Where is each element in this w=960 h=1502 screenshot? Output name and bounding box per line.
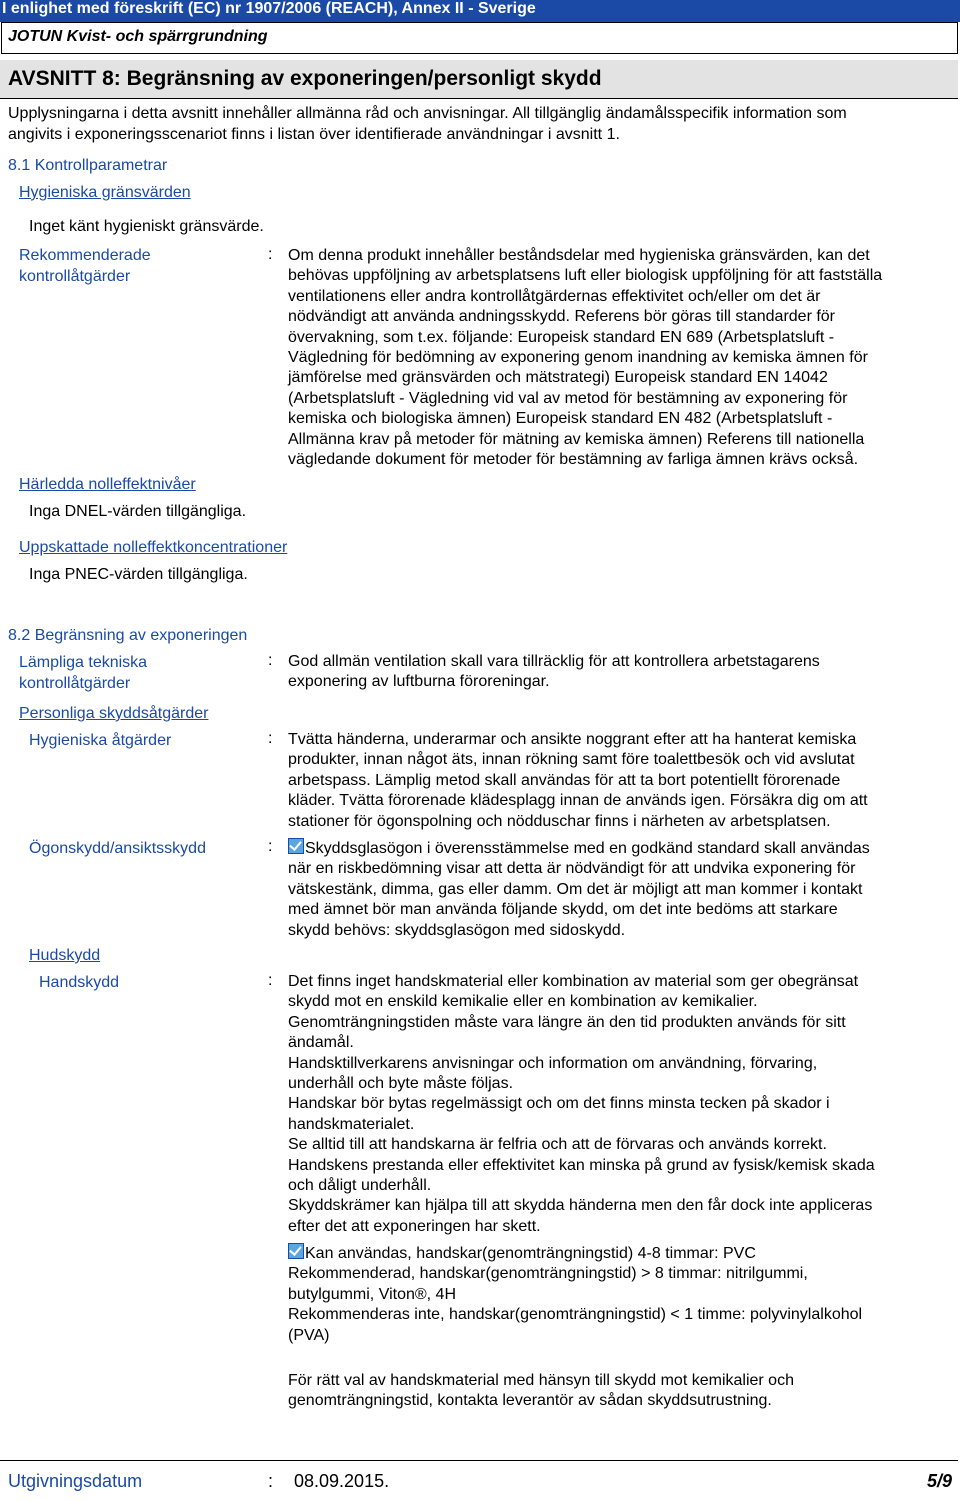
text-line: efter det att exponeringen har skett. [288, 1217, 541, 1235]
text-line: Vägledning för bedömning av exponering genom inandning av kemiska ämnen för [288, 349, 868, 367]
text-line: Rekommenderad, handskar(genomträngningstid) > 8 timmar: nitrilgummi, [288, 1265, 808, 1283]
text-line: arbetspass. Lämplig metod skall användas för att ta bort potentiellt förorenade [288, 771, 841, 789]
regulation-bar [0, 0, 960, 22]
intro-line: Upplysningarna i detta avsnitt innehåller allmänna råd och anvisningar. All tillgänglig ändamålsspecifik information som [8, 105, 847, 122]
text-line: Rekommenderas inte, handskar(genomträngningstid) < 1 timme: polyvinylalkohol [288, 1306, 863, 1324]
text-line: kläder. Tvätta förorenade klädesplagg innan de används igen. Försäkra dig om att [288, 792, 868, 810]
label-line: Lämpliga tekniska [19, 654, 148, 671]
text-line: Handskar bör bytas regelmässigt och om det finns minsta tecken på skador i [288, 1095, 830, 1113]
footer-colon: : [268, 1471, 274, 1491]
issue-date: 08.09.2015. [294, 1471, 390, 1491]
text-line: För rätt val av handskmaterial med hänsyn till skydd mot kemikalier och [288, 1372, 794, 1389]
subsection-8-2-heading: 8.2 Begränsning av exponeringen [8, 627, 248, 644]
eye-protection-label: Ögonskydd/ansiktsskydd [29, 840, 206, 857]
recommended-controls-label [19, 245, 151, 287]
hygiene-measures-text [288, 730, 953, 832]
text-line: Det finns inget handskmaterial eller kombination av material som ger obegränsat [288, 973, 859, 990]
text-line: med ämnet bör man använda följande skydd, om det inte bedöms att starkare [288, 901, 838, 919]
hand-protection-label: Handskydd [39, 974, 120, 991]
dnel-label: Härledda nolleffektnivåer [19, 476, 196, 493]
subsection-8-1-heading: 8.1 Kontrollparametrar [8, 157, 168, 174]
text-line: ändamål. [288, 1034, 354, 1052]
text-line: Tvätta händerna, underarmar och ansikte noggrant efter att ha hanterat kemiska [288, 731, 857, 748]
intro-line: angivits i exponeringsscenariot finns i listan över identifierade användningar i avsnitt 1. [8, 125, 620, 143]
text-line: Handskens prestanda eller effektivitet kan minska på grund av fysisk/kemisk skada [288, 1156, 875, 1174]
section-title: AVSNITT 8: Begränsning av exponeringen/personligt skydd [8, 67, 602, 90]
text-line: kemiska och biologiska ämnen) Europeisk standard EN 482 (Arbetsplatsluft - [288, 410, 833, 428]
text-span: Skyddsglasögon i överensstämmelse med en godkänd standard skall användas [305, 840, 870, 857]
text-line: stationer för ögonspolning och nödduschar finns i närheten av arbetsplatsen. [288, 812, 831, 830]
colon: : [268, 972, 273, 989]
text-line: övervakning, som t.ex. följande: Europeisk standard EN 689 (Arbetsplatsluft - [288, 328, 835, 346]
text-line: när en riskbedömning visar att detta är nödvändigt för att undvika exponering för [288, 860, 856, 878]
text-line: Genomträngningstiden måste vara längre än den tid produkten används för sitt [288, 1013, 846, 1031]
text-line: vätskestänk, dimma, gas eller damm. Om det är möjligt att man kommer i kontakt [288, 880, 863, 898]
text-line: jämförelse med gränsvärden och mätstrategi) Europeisk standard EN 14042 [288, 369, 828, 387]
page-number: 5/9 [926, 1471, 952, 1491]
hand-protection-text [288, 972, 953, 1237]
section-title-bar [0, 60, 958, 99]
hygiene-limits-text: Inget känt hygieniskt gränsvärde. [29, 218, 264, 235]
text-line: produkter, innan något äts, innan rökning samt före toalettbesök och vid avslutat [288, 751, 855, 769]
label-line: kontrollåtgärder [19, 268, 131, 285]
text-line: Se alltid till att handskarna är felfria och att de förvaras och används korrekt. [288, 1136, 827, 1154]
text-line: (Arbetsplatsluft - Vägledning vid val av metod för bestämning av exponering för [288, 389, 848, 407]
eye-protection-text [288, 838, 953, 941]
colon: : [268, 730, 273, 747]
pnec-label: Uppskattade nolleffektkoncentrationer [19, 539, 288, 556]
text-line: underhåll och byte måste följas. [288, 1075, 514, 1093]
text-line: ventilationens eller andra kontrollåtgärdernas effektivitet och/eller om det är [288, 287, 821, 305]
text-span: Kan användas, handskar(genomträngningstid) 4-8 timmar: PVC [305, 1245, 756, 1262]
text-line: nödvändigt att använda andningsskydd. Referens bör göras till standarder för [288, 308, 836, 326]
skin-protection-label: Hudskydd [29, 947, 101, 964]
technical-controls-text [288, 652, 953, 693]
hygiene-measures-label: Hygieniska åtgärder [29, 732, 172, 749]
issue-date-label: Utgivningsdatum [8, 1471, 143, 1491]
glove-materials-text [288, 1243, 953, 1346]
footer-divider [0, 1460, 958, 1461]
text-line: skydd mot en enskild kemikalie eller en kombination av kemikalier. [288, 993, 758, 1011]
regulation-text: I enlighet med föreskrift (EC) nr 1907/2006 (REACH), Annex II - Sverige [2, 0, 536, 17]
section-intro [8, 104, 847, 145]
glove-selection-note [288, 1371, 953, 1412]
text-line: (PVA) [288, 1326, 330, 1344]
colon: : [268, 246, 273, 263]
text-line [288, 1243, 953, 1264]
text-line: Handsktillverkarens anvisningar och information om användning, förvaring, [288, 1054, 818, 1072]
colon: : [268, 838, 273, 855]
text-line: Skyddskrämer kan hjälpa till att skydda händerna men den får dock inte appliceras [288, 1197, 873, 1215]
text-line [288, 838, 953, 859]
text-line: Allmänna krav på metoder för mätning av kemiska ämnen) Referens till nationella [288, 430, 865, 448]
text-line: vägledande dokument för metoder för bestämning av farliga ämnen krävs också. [288, 451, 859, 469]
recommended-controls-text [288, 246, 953, 470]
label-line: Rekommenderade [19, 247, 151, 264]
checkbox-icon [288, 838, 304, 854]
text-line: skydd behövs: skyddsglasögon med sidoskydd. [288, 921, 626, 939]
text-line: och dåligt underhåll. [288, 1177, 432, 1195]
colon: : [268, 652, 273, 669]
technical-controls-label [19, 652, 147, 694]
ppe-label: Personliga skyddsåtgärder [19, 705, 209, 722]
pnec-text: Inga PNEC-värden tillgängliga. [29, 566, 248, 583]
text-line: butylgummi, Viton®, 4H [288, 1285, 457, 1303]
text-line: genomträngningstid, kontakta leverantör av sådan skyddsutrustning. [288, 1392, 772, 1410]
text-line: exponering av luftburna föroreningar. [288, 673, 550, 691]
product-name-box [1, 22, 958, 54]
text-line: Om denna produkt innehåller beståndsdelar med hygieniska gränsvärden, kan det [288, 247, 870, 264]
text-line: handskmaterialet. [288, 1115, 415, 1133]
dnel-text: Inga DNEL-värden tillgängliga. [29, 503, 247, 520]
text-line: God allmän ventilation skall vara tillräcklig för att kontrollera arbetstagarens [288, 653, 820, 670]
checkbox-icon [288, 1243, 304, 1259]
product-name: JOTUN Kvist- och spärrgrundning [8, 28, 268, 45]
text-line: behövas uppföljning av arbetsplatsens luft eller biologisk uppföljning för att fastställa [288, 267, 883, 285]
label-line: kontrollåtgärder [19, 675, 131, 692]
hygiene-limits-label: Hygieniska gränsvärden [19, 184, 191, 201]
